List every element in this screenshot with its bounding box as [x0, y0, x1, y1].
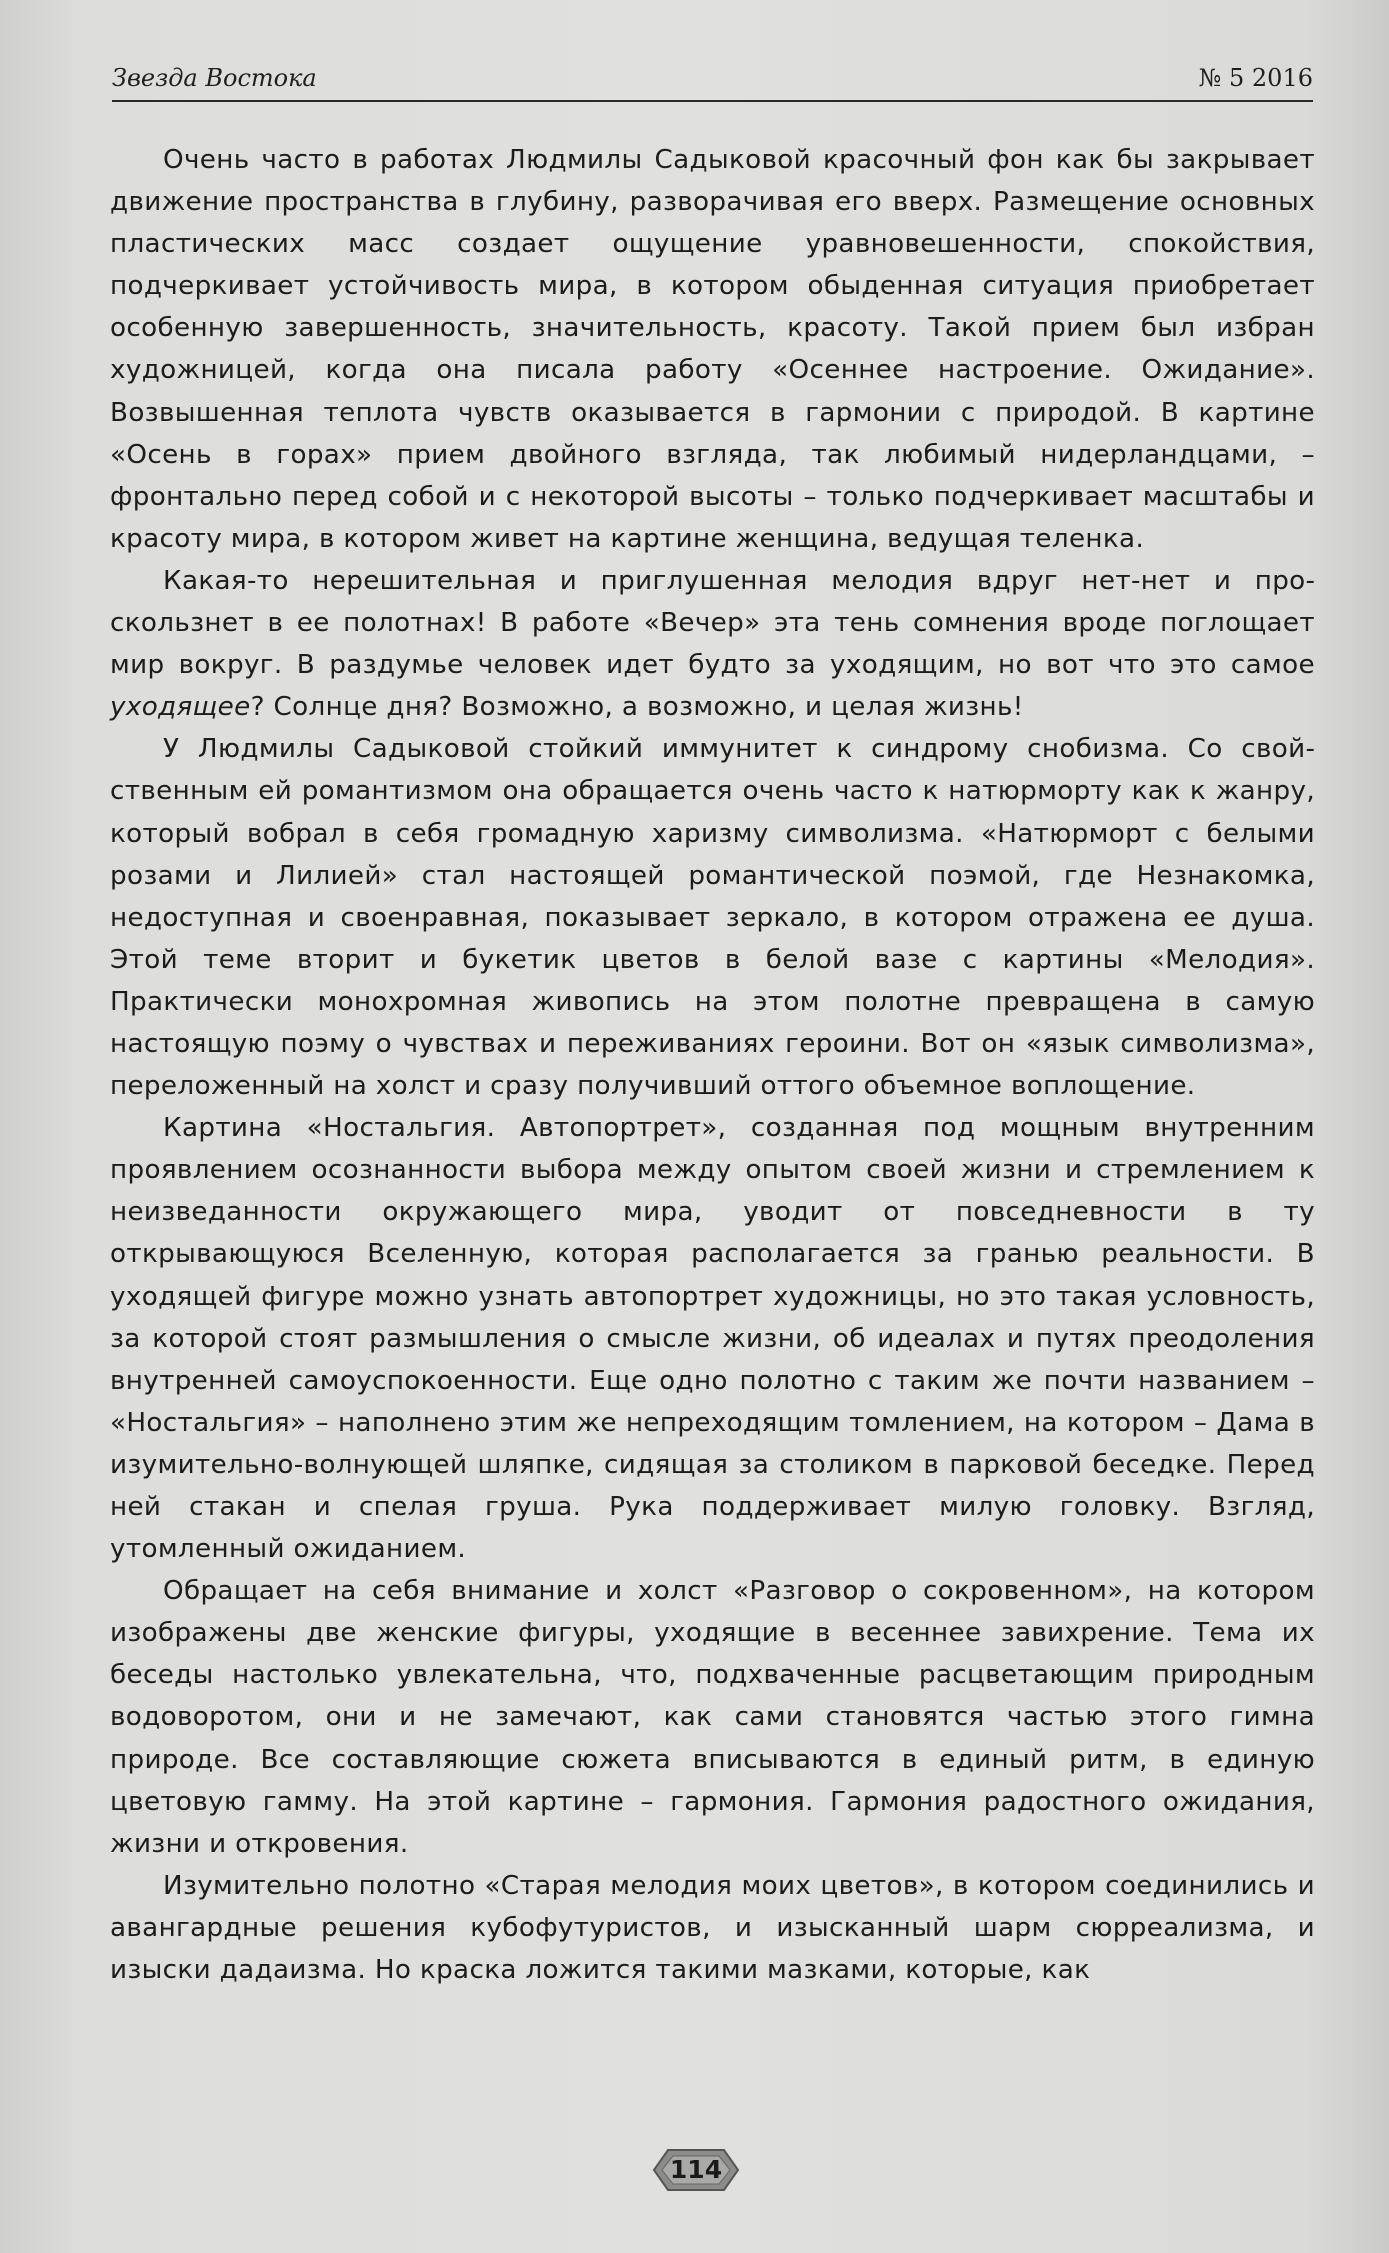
page-number: 114 — [669, 2155, 723, 2184]
journal-title: Звезда Востока — [112, 64, 317, 92]
paragraph: Изумительно полотно «Старая мелодия моих цветов», в котором соединились и авангардные решения кубофутуристов, и изысканный шарм сюрреализма, и изыски дадаизма. Но краска ложится такими мазками, которые, как — [110, 1870, 1315, 1986]
article-body — [110, 139, 1315, 1991]
paragraph: Обращает на себя внимание и холст «Разговор о сокровенном», на котором изображены две женские фигуры, уходящие в весеннее завихрение. Тема их беседы настолько увлекательна, что, подхваченные расцветающим природным водоворотом, они и не замечают, как сами становятся частью этого гимна природе. Все составляющие сюжета вписываются в единый ритм, в единую цветовую гамму. На этой картине – гармония. Гармония радостного ожидания, жизни и откровения. — [110, 1576, 1315, 1859]
running-header — [112, 60, 1313, 102]
issue-number: № 5 2016 — [1198, 64, 1313, 92]
paragraph: Какая-то нерешительная и приглушенная мелодия вдруг нет-нет и проскользнет в ее полотнах! В работе «Вечер» эта тень сомнения вроде поглощает мир вокруг. В раздумье человек идет будто за уходящим, но вот что это самое уходящее? Солнце дня? Возможно, а возможно, и целая жизнь! — [110, 565, 1315, 723]
page-number-badge — [648, 2142, 744, 2198]
paragraph: Очень часто в работах Людмилы Садыковой красочный фон как бы закрывает движение пространства в глубину, разворачивая его вверх. Размещение основных пластических масс создает ощущение уравновешенности, спокойствия, подчеркивает устойчивость мира, в котором обыденная ситуация приобретает особенную завершенность, значительность, красоту. Такой прием был избран художницей, когда она писала работу «Осеннее настроение. Ожидание». Возвышенная теплота чувств оказывается в гармонии с природой. В картине «Осень в горах» прием двойного взгляда, так любимый нидерландцами, – фронтально перед собой и с некоторой высоты – только подчеркивает масштабы и красоту мира, в котором живет на картине женщина, ведущая теленка. — [110, 145, 1315, 554]
paragraph: Картина «Ностальгия. Автопортрет», созданная под мощным внутренним проявлением осознанности выбора между опытом своей жизни и стремлением к неизведанности окружающего мира, уводит от повседневности в ту открывающуюся Вселенную, которая располагается за гранью реальности. В уходящей фигуре можно узнать автопортрет художницы, но это такая условность, за которой стоят размышления о смысле жизни, об идеалах и путях преодоления внутренней самоуспокоенности. Еще одно полотно с таким же почти названием – «Ностальгия» – наполнено этим же непреходящим томлением, на котором – Дама в изумительно-волнующей шляпке, сидящая за столиком в парковой беседке. Перед ней стакан и спелая груша. Рука поддерживает милую головку. Взгляд, утомленный ожиданием. — [110, 1113, 1315, 1565]
paragraph: У Людмилы Садыковой стойкий иммунитет к синдрому снобизма. Со свойственным ей романтизмом она обращается очень часто к натюрморту как к жанру, который вобрал в себя громадную харизму символизма. «Натюрморт с белыми розами и Лилией» стал настоящей романтической поэмой, где Незнакомка, недоступная и своенравная, показывает зеркало, в котором отражена ее душа. Этой теме вторит и букетик цветов в белой вазе с картины «Мелодия». Практически монохромная живопись на этом полотне превращена в самую настоящую поэму о чувствах и переживаниях героини. Вот он «язык символизма», переложенный на холст и сразу получивший оттого объемное воплощение. — [110, 734, 1315, 1102]
